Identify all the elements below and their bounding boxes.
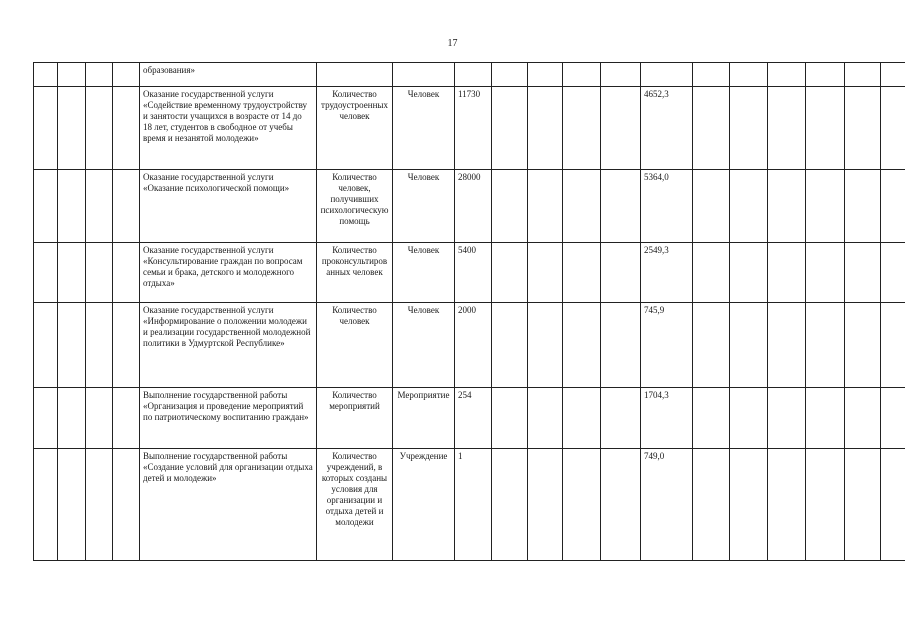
cell-empty — [768, 388, 806, 449]
page-number: 17 — [447, 38, 458, 49]
cell-empty — [806, 243, 845, 303]
cell-empty — [86, 170, 113, 243]
item-amount: 745,9 — [641, 303, 693, 388]
item-indicator: Количество проконсультированных человек — [317, 243, 393, 303]
cell-empty — [528, 449, 563, 561]
cell-empty — [806, 63, 845, 87]
cell-empty — [563, 243, 601, 303]
cell-empty — [113, 303, 140, 388]
cell-empty — [58, 63, 86, 87]
item-indicator: Количество трудоустроенных человек — [317, 87, 393, 170]
item-name: Оказание государственной услуги «Содействие временному трудоустройству и занятости учащихся в возрасте от 14 до 18 лет, студентов в свободное от учебы время и незанятой молодежи» — [140, 87, 317, 170]
item-quantity: 2000 — [455, 303, 492, 388]
item-unit: Человек — [393, 87, 455, 170]
cell-empty — [563, 449, 601, 561]
item-name: образования» — [140, 63, 317, 87]
item-quantity: 5400 — [455, 243, 492, 303]
cell-empty — [113, 87, 140, 170]
item-indicator: Количество мероприятий — [317, 388, 393, 449]
item-indicator: Количество человек — [317, 303, 393, 388]
item-indicator — [317, 63, 393, 87]
cell-empty — [693, 243, 730, 303]
cell-empty — [768, 449, 806, 561]
cell-empty — [528, 87, 563, 170]
cell-empty — [528, 303, 563, 388]
cell-empty — [601, 243, 641, 303]
cell-empty — [58, 449, 86, 561]
cell-empty — [58, 388, 86, 449]
cell-empty — [693, 63, 730, 87]
cell-empty — [86, 388, 113, 449]
table-row — [34, 243, 905, 303]
item-name: Оказание государственной услуги «Оказание психологической помощи» — [140, 170, 317, 243]
cell-empty — [528, 170, 563, 243]
cell-empty — [58, 243, 86, 303]
cell-empty — [113, 449, 140, 561]
cell-empty — [693, 303, 730, 388]
item-name: Выполнение государственной работы «Создание условий для организации отдыха детей и молодежи» — [140, 449, 317, 561]
cell-empty — [492, 87, 528, 170]
item-amount: 5364,0 — [641, 170, 693, 243]
cell-empty — [601, 449, 641, 561]
cell-empty — [730, 388, 768, 449]
budget-table — [33, 62, 905, 561]
cell-empty — [881, 449, 905, 561]
cell-empty — [563, 170, 601, 243]
cell-empty — [730, 170, 768, 243]
item-unit: Человек — [393, 243, 455, 303]
cell-empty — [881, 243, 905, 303]
cell-empty — [34, 170, 58, 243]
item-quantity: 254 — [455, 388, 492, 449]
table-row — [34, 303, 905, 388]
cell-empty — [881, 87, 905, 170]
item-indicator: Количество человек, получивших психологическую помощь — [317, 170, 393, 243]
cell-empty — [34, 87, 58, 170]
item-unit: Мероприятие — [393, 388, 455, 449]
cell-empty — [492, 303, 528, 388]
cell-empty — [845, 449, 881, 561]
cell-empty — [34, 388, 58, 449]
cell-empty — [113, 243, 140, 303]
cell-empty — [113, 63, 140, 87]
cell-empty — [881, 63, 905, 87]
cell-empty — [34, 449, 58, 561]
cell-empty — [86, 63, 113, 87]
cell-empty — [845, 170, 881, 243]
cell-empty — [845, 243, 881, 303]
cell-empty — [492, 243, 528, 303]
cell-empty — [730, 303, 768, 388]
cell-empty — [58, 87, 86, 170]
cell-empty — [845, 303, 881, 388]
cell-empty — [768, 303, 806, 388]
item-quantity: 11730 — [455, 87, 492, 170]
cell-empty — [601, 388, 641, 449]
cell-empty — [730, 243, 768, 303]
item-amount: 749,0 — [641, 449, 693, 561]
cell-empty — [563, 63, 601, 87]
cell-empty — [563, 388, 601, 449]
cell-empty — [492, 63, 528, 87]
cell-empty — [563, 87, 601, 170]
item-unit: Человек — [393, 303, 455, 388]
cell-empty — [492, 170, 528, 243]
table-row — [34, 63, 905, 87]
cell-empty — [58, 303, 86, 388]
cell-empty — [113, 388, 140, 449]
cell-empty — [768, 170, 806, 243]
cell-empty — [881, 303, 905, 388]
table-row — [34, 388, 905, 449]
item-amount: 1704,3 — [641, 388, 693, 449]
cell-empty — [86, 87, 113, 170]
item-amount — [641, 63, 693, 87]
cell-empty — [86, 243, 113, 303]
item-name: Оказание государственной услуги «Информирование о положении молодежи и реализации государственной молодежной политики в Удмуртской Республике» — [140, 303, 317, 388]
item-quantity: 28000 — [455, 170, 492, 243]
item-unit — [393, 63, 455, 87]
cell-empty — [845, 87, 881, 170]
cell-empty — [86, 303, 113, 388]
cell-empty — [563, 303, 601, 388]
cell-empty — [845, 388, 881, 449]
item-name: Выполнение государственной работы «Организация и проведение мероприятий по патриотическому воспитанию граждан» — [140, 388, 317, 449]
cell-empty — [601, 170, 641, 243]
cell-empty — [492, 388, 528, 449]
table-row — [34, 449, 905, 561]
item-amount: 2549,3 — [641, 243, 693, 303]
item-indicator: Количество учреждений, в которых созданы условия для организации и отдыха детей и молодежи — [317, 449, 393, 561]
cell-empty — [693, 388, 730, 449]
item-unit: Человек — [393, 170, 455, 243]
cell-empty — [730, 449, 768, 561]
cell-empty — [58, 170, 86, 243]
cell-empty — [806, 449, 845, 561]
item-quantity: 1 — [455, 449, 492, 561]
cell-empty — [730, 87, 768, 170]
item-amount: 4652,3 — [641, 87, 693, 170]
cell-empty — [806, 170, 845, 243]
cell-empty — [528, 388, 563, 449]
cell-empty — [86, 449, 113, 561]
cell-empty — [34, 63, 58, 87]
item-quantity — [455, 63, 492, 87]
cell-empty — [34, 243, 58, 303]
cell-empty — [845, 63, 881, 87]
cell-empty — [768, 63, 806, 87]
cell-empty — [601, 87, 641, 170]
cell-empty — [113, 170, 140, 243]
cell-empty — [693, 87, 730, 170]
cell-empty — [806, 388, 845, 449]
cell-empty — [806, 303, 845, 388]
cell-empty — [601, 303, 641, 388]
cell-empty — [881, 170, 905, 243]
cell-empty — [768, 87, 806, 170]
cell-empty — [768, 243, 806, 303]
cell-empty — [528, 243, 563, 303]
cell-empty — [881, 388, 905, 449]
cell-empty — [528, 63, 563, 87]
cell-empty — [34, 303, 58, 388]
cell-empty — [693, 449, 730, 561]
cell-empty — [806, 87, 845, 170]
cell-empty — [693, 170, 730, 243]
cell-empty — [601, 63, 641, 87]
item-name: Оказание государственной услуги «Консультирование граждан по вопросам семьи и брака, детского и молодежного отдыха» — [140, 243, 317, 303]
table-row — [34, 170, 905, 243]
cell-empty — [492, 449, 528, 561]
table-row — [34, 87, 905, 170]
item-unit: Учреждение — [393, 449, 455, 561]
cell-empty — [730, 63, 768, 87]
